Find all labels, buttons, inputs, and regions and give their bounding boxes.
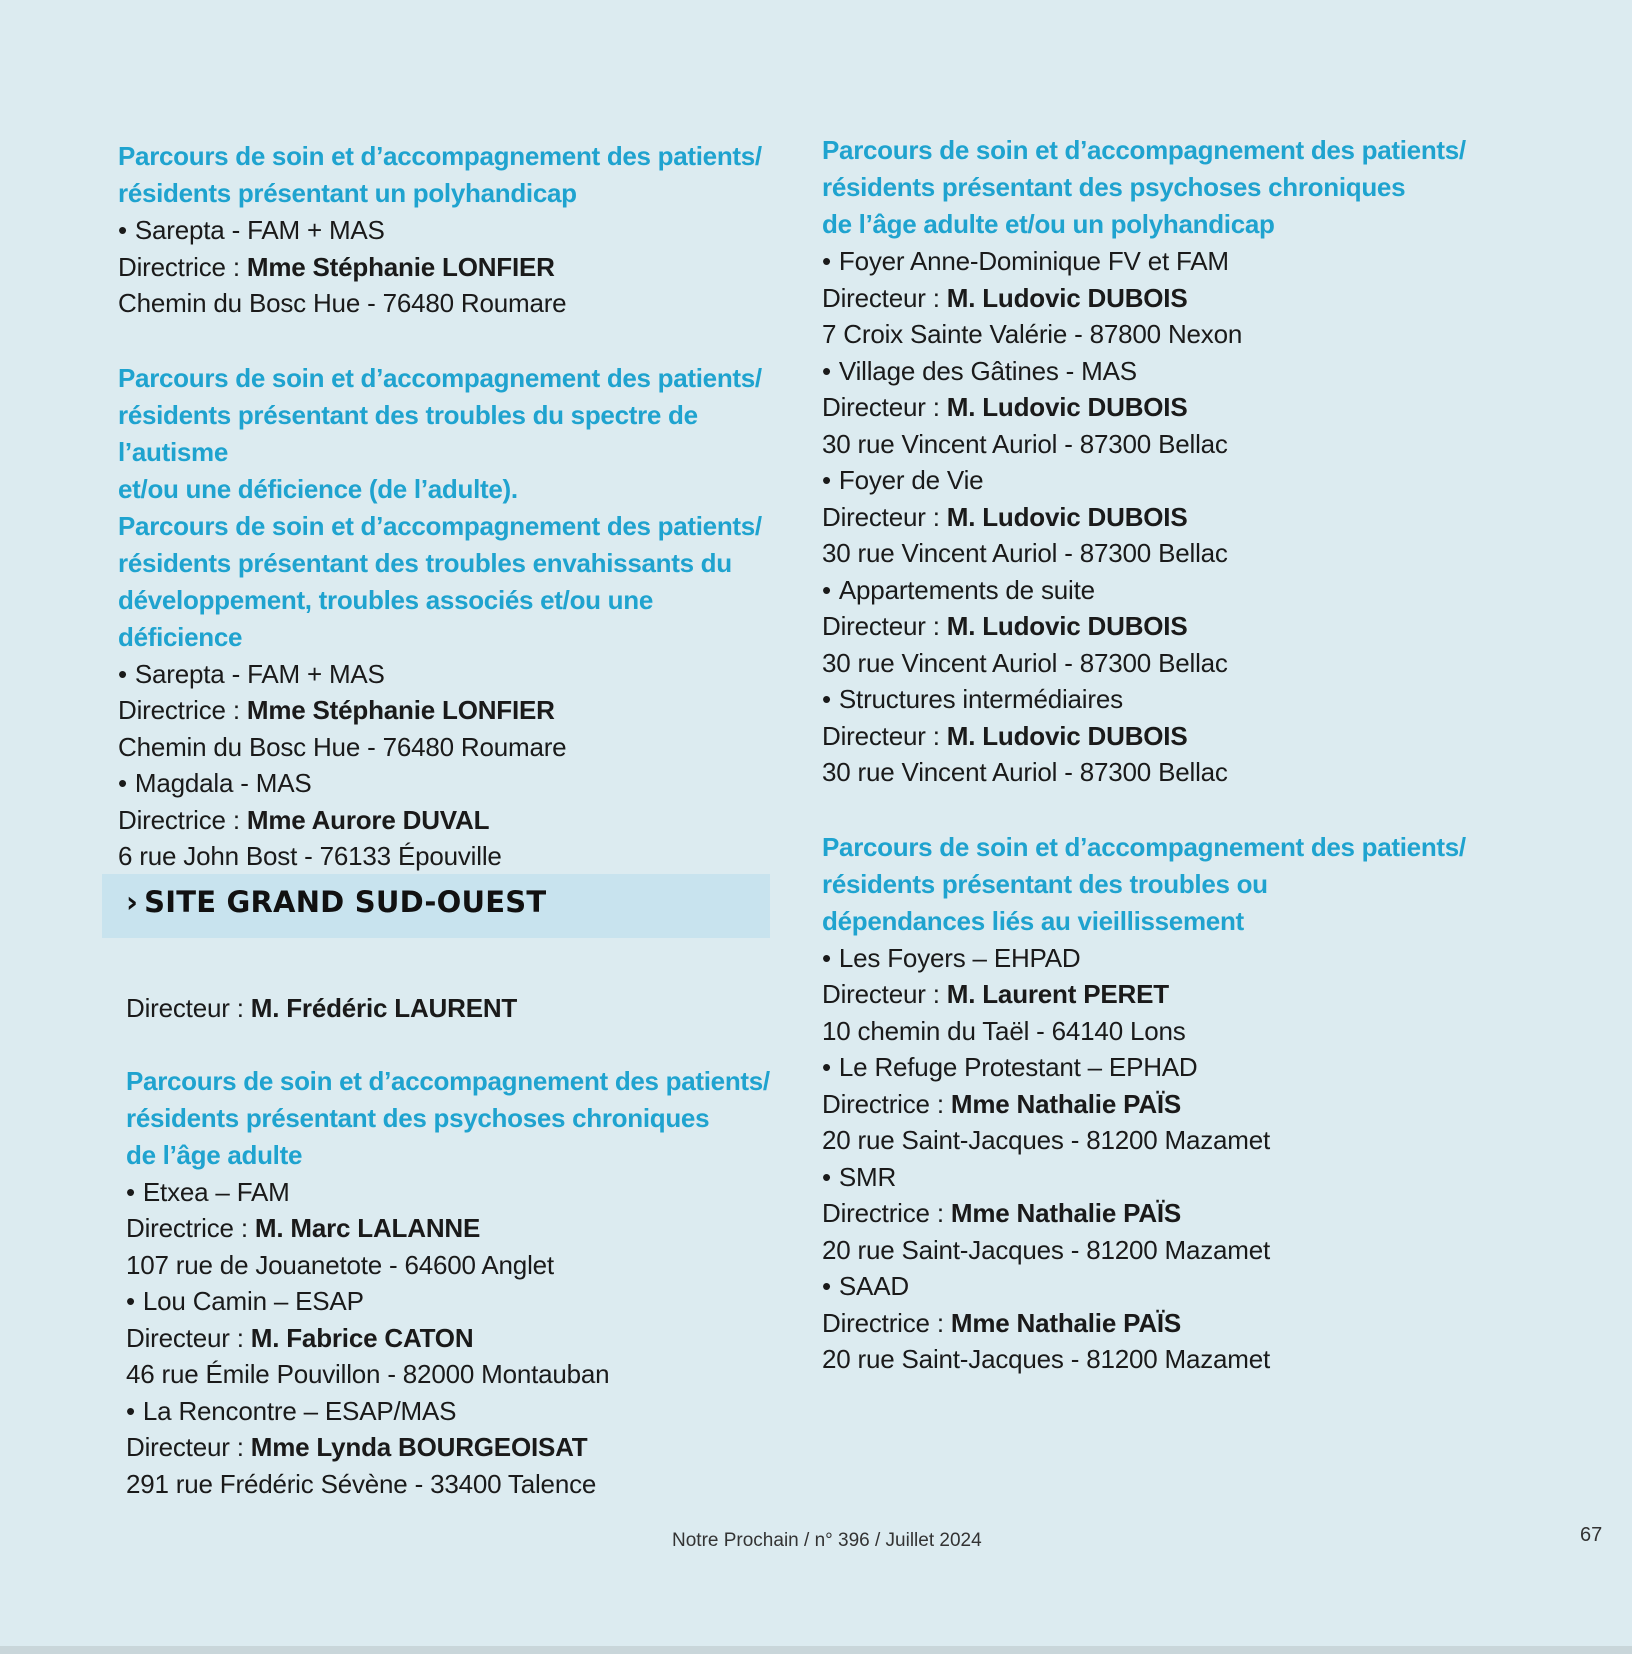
director-name: M. Ludovic DUBOIS	[946, 501, 1188, 532]
heading-line: résidents présentant des troubles envahissants du	[118, 547, 732, 578]
director-line	[118, 802, 778, 839]
director-name: M. Ludovic DUBOIS	[946, 720, 1188, 751]
address: 46 rue Émile Pouvillon - 82000 Montauban	[126, 1359, 610, 1389]
establishment-name: • Appartements de suite	[822, 572, 1522, 609]
section-heading	[118, 360, 778, 656]
director-role: Directrice :	[822, 1088, 951, 1119]
director-role: Directeur :	[822, 720, 947, 751]
director-line	[118, 249, 778, 286]
address: 30 rue Vincent Auriol - 87300 Bellac	[822, 428, 1228, 459]
director-role: Directeur :	[822, 979, 947, 1009]
director-role: Directrice :	[822, 1307, 951, 1338]
heading-line: Parcours de soin et d’accompagnement des patients/	[118, 141, 762, 171]
address: 30 rue Vincent Auriol - 87300 Bellac	[822, 647, 1228, 678]
address: 30 rue Vincent Auriol - 87300 Bellac	[822, 757, 1228, 787]
address: 30 rue Vincent Auriol - 87300 Bellac	[822, 538, 1228, 568]
director-line	[822, 1195, 1522, 1232]
establishment-name: • SAAD	[822, 1268, 1522, 1305]
left-column	[118, 138, 778, 875]
director-name: M. Ludovic DUBOIS	[946, 392, 1188, 422]
heading-line: résidents présentant des psychoses chroniques	[126, 1102, 710, 1133]
director-role: Directeur :	[126, 993, 251, 1023]
establishment-name: • Sarepta - FAM + MAS	[118, 212, 778, 249]
director-role: Directrice :	[118, 695, 247, 725]
director-name: Mme Stéphanie LONFIER	[246, 695, 555, 725]
site-title	[126, 885, 546, 919]
director-name: M. Ludovic DUBOIS	[946, 611, 1188, 641]
heading-line: résidents présentant un polyhandicap	[118, 178, 577, 208]
section-heading	[822, 829, 1522, 940]
address: 20 rue Saint-Jacques - 81200 Mazamet	[822, 1344, 1271, 1374]
heading-line: et/ou une déficience (de l’adulte).	[118, 473, 518, 504]
establishment-name: • Les Foyers – EHPAD	[822, 940, 1522, 977]
address: 10 chemin du Taël - 64140 Lons	[822, 1015, 1186, 1046]
director-line	[822, 389, 1522, 426]
address: Chemin du Bosc Hue - 76480 Roumare	[118, 288, 567, 318]
director-role: Directrice :	[118, 804, 247, 835]
address: 6 rue John Bost - 76133 Épouville	[118, 841, 502, 871]
director-line	[822, 499, 1522, 536]
heading-line: Parcours de soin et d’accompagnement des patients/	[822, 831, 1466, 862]
heading-line: de l’âge adulte et/ou un polyhandicap	[822, 209, 1275, 239]
page-number: 67	[1580, 1524, 1603, 1546]
director-role: Directeur :	[822, 611, 947, 641]
director-line	[126, 1210, 786, 1247]
heading-line: résidents présentant des troubles ou	[822, 868, 1268, 899]
director-name: Mme Nathalie PAÏS	[950, 1088, 1182, 1119]
heading-line: Parcours de soin et d’accompagnement des patients/	[822, 135, 1466, 165]
director-name: Mme Stéphanie LONFIER	[246, 251, 555, 282]
establishment-name: • Etxea – FAM	[126, 1174, 786, 1211]
director-role: Directrice :	[822, 1198, 951, 1228]
director-line	[822, 1305, 1522, 1342]
address: 291 rue Frédéric Sévène - 33400 Talence	[126, 1468, 597, 1499]
heading-line: de l’âge adulte	[126, 1139, 303, 1170]
establishment-name: • Lou Camin – ESAP	[126, 1283, 786, 1320]
director-line	[118, 692, 778, 729]
director-name: M. Frédéric LAURENT	[250, 993, 518, 1023]
heading-line: résidents présentant des troubles du spectre de l’autisme	[118, 399, 698, 467]
footer-publication: Notre Prochain / n° 396 / Juillet 2024	[672, 1530, 982, 1551]
establishment-name: • SMR	[822, 1159, 1522, 1196]
heading-line: dépendances liés au vieillissement	[822, 905, 1244, 936]
director-line	[822, 280, 1522, 317]
heading-line: développement, troubles associés et/ou une déficience	[118, 584, 653, 652]
chevron-right-icon: ›	[126, 885, 139, 919]
section-heading	[118, 138, 778, 212]
director-name: M. Laurent PERET	[946, 979, 1169, 1009]
director-role: Directrice :	[126, 1213, 255, 1243]
director-name: Mme Nathalie PAÏS	[950, 1307, 1182, 1338]
heading-line: Parcours de soin et d’accompagnement des patients/	[126, 1065, 770, 1096]
director-role: Directeur :	[126, 1432, 251, 1462]
establishment-name: • Village des Gâtines - MAS	[822, 353, 1522, 390]
director-line	[126, 1429, 786, 1466]
director-line	[822, 608, 1522, 645]
left-column-lower	[126, 990, 786, 1502]
page-edge	[0, 1646, 1632, 1654]
director-line	[822, 976, 1522, 1013]
address: 20 rue Saint-Jacques - 81200 Mazamet	[822, 1234, 1271, 1265]
director-role: Directeur :	[822, 501, 947, 532]
site-director-line	[126, 990, 786, 1027]
director-line	[126, 1320, 786, 1357]
director-name: Mme Aurore DUVAL	[246, 804, 490, 835]
address: 20 rue Saint-Jacques - 81200 Mazamet	[822, 1125, 1271, 1155]
establishment-name: • Foyer de Vie	[822, 462, 1522, 499]
section-heading	[126, 1063, 786, 1174]
director-line	[822, 1086, 1522, 1123]
heading-line: Parcours de soin et d’accompagnement des patients/	[118, 510, 762, 541]
director-role: Directrice :	[118, 251, 247, 282]
director-line	[822, 718, 1522, 755]
establishment-name: • Sarepta - FAM + MAS	[118, 656, 778, 693]
director-name: M. Ludovic DUBOIS	[946, 282, 1188, 313]
director-role: Directeur :	[126, 1322, 251, 1353]
address: Chemin du Bosc Hue - 76480 Roumare	[118, 731, 567, 762]
heading-line: résidents présentant des psychoses chroniques	[822, 172, 1406, 202]
right-column	[822, 132, 1522, 1378]
director-name: M. Fabrice CATON	[250, 1322, 474, 1353]
address: 7 Croix Sainte Valérie - 87800 Nexon	[822, 319, 1243, 349]
site-title-text: SITE GRAND SUD-OUEST	[144, 885, 547, 919]
establishment-name: • Le Refuge Protestant – EPHAD	[822, 1049, 1522, 1086]
establishment-name: • Structures intermédiaires	[822, 681, 1522, 718]
establishment-name: • Foyer Anne-Dominique FV et FAM	[822, 243, 1522, 280]
heading-line: Parcours de soin et d’accompagnement des patients/	[118, 362, 762, 393]
director-name: M. Marc LALANNE	[254, 1213, 481, 1243]
section-heading	[822, 132, 1522, 243]
address: 107 rue de Jouanetote - 64600 Anglet	[126, 1249, 554, 1280]
director-name: Mme Lynda BOURGEOISAT	[250, 1432, 588, 1462]
establishment-name: • La Rencontre – ESAP/MAS	[126, 1393, 786, 1430]
director-name: Mme Nathalie PAÏS	[950, 1198, 1182, 1228]
director-role: Directeur :	[822, 392, 947, 422]
establishment-name: • Magdala - MAS	[118, 765, 778, 802]
director-role: Directeur :	[822, 282, 947, 313]
